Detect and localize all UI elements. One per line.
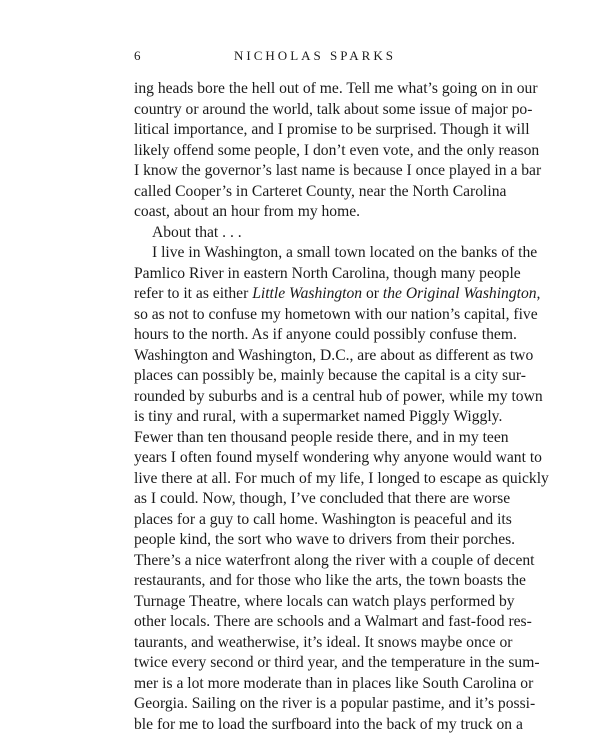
text-line: I live in Washington, a small town located on the banks of the [152,244,538,261]
text-line: hours to the north. As if anyone could possibly confuse them. [134,326,517,343]
body-text [134,79,549,735]
text-line: people kind, the sort who wave to drivers from their porches. [134,531,516,548]
text-line: ble for me to load the surfboard into the back of my truck on a [134,715,523,733]
text-line: restaurants, and for those who like the arts, the town boasts the [134,572,526,589]
book-title-italic: the Original Washington, [382,285,541,302]
text-line: likely offend some people, I don’t even vote, and the only reason [134,141,540,159]
text-line: Pamlico River in eastern North Carolina, though many people [134,264,521,282]
text-line: Georgia. Sailing on the river is a popular pastime, and it’s possi- [134,695,536,712]
running-head [134,48,496,68]
text-line: litical importance, and I promise to be surprised. Though it will [134,121,530,138]
line-part: or [362,285,383,302]
running-head-author: NICHOLAS SPARKS [234,48,396,63]
text-line: There’s a nice waterfront along the river with a couple of decent [134,551,535,569]
text-line: called Cooper’s in Carteret County, near the North Carolina [134,182,507,200]
text-line: places can possibly be, mainly because the capital is a city sur- [134,367,526,384]
text-line: taurants, and weatherwise, it’s ideal. It snows maybe once or [134,633,513,651]
text-line: Turnage Theatre, where locals can watch plays performed by [134,592,515,610]
text-line: country or around the world, talk about some issue of major po- [134,100,533,118]
text-line: places for a guy to call home. Washington is peaceful and its [134,510,512,528]
book-title-italic: Little Washington [252,285,363,302]
text-line: so as not to confuse my hometown with our nation’s capital, five [134,305,538,323]
text-line: twice every second or third year, and the temperature in the sum- [134,654,540,671]
text-line: mer is a lot more moderate than in places like South Carolina or [134,674,534,692]
text-line: live there at all. For much of my life, I longed to escape as quickly [134,469,549,487]
text-line: rounded by suburbs and is a central hub of power, while my town [134,387,543,405]
text-line: years I often found myself wondering why anyone would want to [134,449,542,466]
text-line: I know the governor’s last name is because I once played in a bar [134,162,542,179]
text-line: Fewer than ten thousand people reside there, and in my teen [134,428,509,446]
text-line: coast, about an hour from my home. [134,203,361,220]
page-number: 6 [134,48,144,63]
text-line: ing heads bore the hell out of me. Tell me what’s going on in our [134,80,538,97]
text-line: Washington and Washington, D.C., are about as different as two [134,346,534,364]
text-line: as I could. Now, though, I’ve concluded that there are worse [134,490,511,507]
text-line-italic [134,284,541,305]
text-line: About that . . . [152,223,242,241]
text-line: is tiny and rural, with a supermarket named Piggly Wiggly. [134,408,503,425]
line-part: refer to it as either [134,285,253,302]
text-line: other locals. There are schools and a Walmart and fast-food res- [134,613,532,630]
